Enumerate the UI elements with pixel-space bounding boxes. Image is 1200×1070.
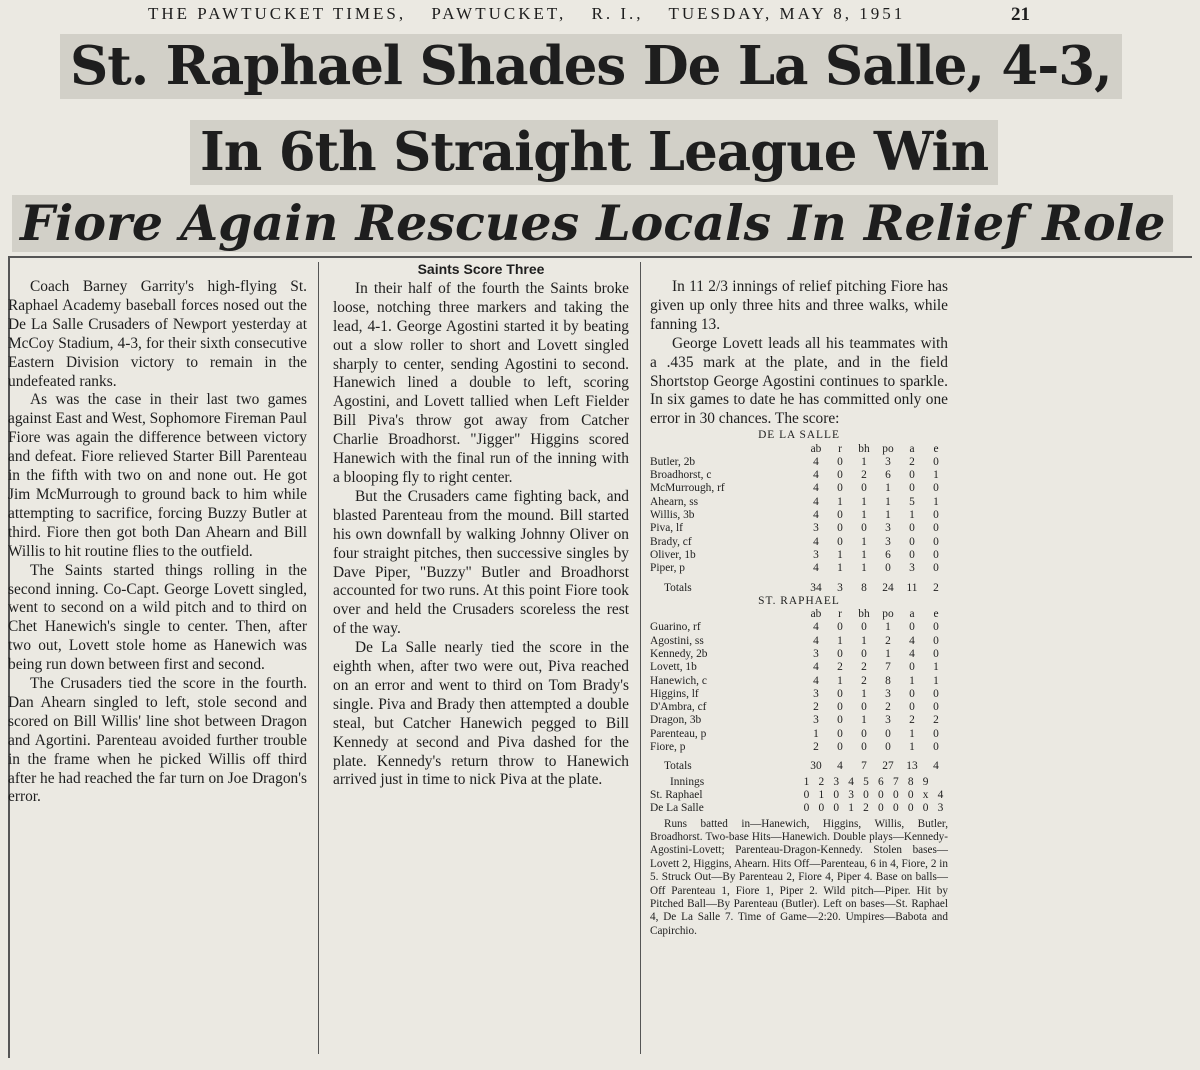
masthead	[148, 4, 1048, 28]
stat-cell: 0	[909, 621, 915, 634]
stat-cell: 0	[861, 482, 867, 495]
table-row	[650, 562, 948, 575]
stat-cell: 0	[933, 562, 939, 575]
stat-cell: 2	[861, 674, 867, 687]
stat-cell: 0	[933, 535, 939, 548]
stat-cell: 1	[933, 661, 939, 674]
totals-cell: 34	[810, 581, 822, 594]
inning-runs: 0	[833, 788, 840, 801]
column-header: r	[838, 442, 842, 455]
column-header: r	[838, 608, 842, 621]
paragraph: Coach Barney Garrity's high-flying St. Raphael Academy baseball forces nosed out the De La Salle Crusaders of Newport yesterday at McCoy Stadium, 4-3, for their sixth consecutive Eastern Division victory to remain in the undefeated ranks.	[8, 278, 307, 390]
stat-cell: 0	[837, 522, 843, 535]
team-header-row	[650, 595, 948, 608]
stat-cell: 1	[813, 727, 819, 740]
stat-cell: 4	[813, 482, 819, 495]
stat-cell: 1	[837, 548, 843, 561]
inning-runs: 0	[922, 802, 929, 815]
table-row	[650, 675, 948, 688]
stat-cell: 1	[885, 495, 891, 508]
stat-cell: 4	[909, 634, 915, 647]
paragraph: In their half of the fourth the Saints broke loose, notching three markers and taking the lead, 4-1. George Agostini started it by beating out a slow roller to short and Lovett singled sharply to center, sending Agostini to second. Hanewich lined a double to left, scoring Agostini, and Lovett tallied when Left Fielder Bill Piva's throw got away from Catcher Charlie Broadhorst. "Jigger" Higgins scored Hanewich with the final run of the inning with a blooping fly to right center.	[333, 279, 629, 486]
column-header: a	[909, 608, 915, 621]
line-score-row	[650, 789, 948, 802]
player-name: Hanewich, c	[650, 674, 707, 687]
stat-cell: 0	[861, 648, 867, 660]
spacer-cell	[933, 776, 948, 789]
table-row	[650, 469, 948, 482]
stat-cell: 0	[933, 727, 939, 740]
stat-cell: 2	[813, 741, 819, 754]
stat-cell: 4	[813, 495, 819, 508]
line-score-row	[650, 802, 948, 815]
player-name: Guarino, rf	[650, 621, 701, 634]
player-name: Higgins, lf	[650, 687, 699, 700]
stat-cell: 2	[885, 634, 891, 647]
column-header: e	[933, 608, 939, 621]
column-header: po	[882, 442, 894, 455]
stat-cell: 3	[909, 562, 915, 575]
table-row	[650, 648, 948, 661]
player-name: Lovett, 1b	[650, 661, 697, 674]
stat-cell: 1	[861, 548, 867, 561]
inning-runs: 0	[892, 802, 899, 815]
inning-number: 7	[892, 775, 899, 788]
player-name: Ahearn, ss	[650, 495, 699, 508]
totals-cell: 27	[882, 760, 894, 773]
team-header-row	[650, 429, 948, 442]
stat-cell: 3	[885, 535, 891, 548]
line-score-total: 4	[937, 788, 944, 801]
table-row	[650, 482, 948, 495]
stat-cell: 2	[909, 455, 915, 468]
inning-runs: 3	[848, 788, 854, 801]
stat-cell: 0	[933, 687, 939, 700]
masthead-page-number: 21	[1011, 4, 1030, 25]
stat-cell: 1	[909, 727, 915, 740]
inning-runs: x	[922, 788, 929, 801]
table-row	[650, 509, 948, 522]
inning-runs: 0	[907, 802, 914, 815]
table-row	[650, 496, 948, 509]
stat-cell: 0	[909, 469, 915, 482]
stat-cell: 0	[933, 482, 939, 495]
totals-cell: 4	[933, 760, 939, 773]
column-header: ab	[810, 442, 822, 455]
stat-cell: 3	[885, 687, 891, 700]
inning-number: 4	[848, 775, 854, 788]
stat-cell: 0	[885, 741, 891, 754]
game-summary	[650, 818, 948, 939]
paragraph: The Crusaders tied the score in the fourth. Dan Ahearn singled to left, stole second and scored on Bill Willis' line shot between Dragon and Agortini. Parenteau avoided further trouble in the frame when he picked Willis off third after he had reached the far turn on Joe Dragon's error.	[8, 675, 307, 806]
stat-cell: 1	[933, 469, 939, 482]
totals-cell: 11	[906, 581, 918, 594]
stat-cell: 1	[861, 562, 867, 575]
stat-cell: 1	[837, 674, 843, 687]
headline-line-2: In 6th Straight League Win	[190, 120, 998, 185]
column-1	[8, 278, 307, 807]
stat-cell: 0	[933, 634, 939, 647]
totals-row	[650, 576, 948, 595]
stat-cell: 4	[813, 621, 819, 634]
inning-runs: 0	[892, 788, 899, 801]
player-name: Agostini, ss	[650, 634, 704, 647]
stat-cell: 0	[861, 727, 867, 740]
inning-number: 1	[803, 775, 810, 788]
stat-cell: 0	[909, 522, 915, 535]
stat-cell: 1	[861, 455, 867, 468]
inning-number: 3	[833, 775, 840, 788]
stat-cell: 2	[861, 469, 867, 482]
stat-cell: 1	[885, 621, 891, 634]
stat-cell: 0	[909, 482, 915, 495]
innings-header-row	[650, 776, 948, 789]
stat-cell: 0	[861, 522, 867, 535]
stat-cell: 2	[909, 714, 915, 727]
stat-cell: 0	[837, 509, 843, 522]
table-row	[650, 741, 948, 754]
subhead: Saints Score Three	[417, 261, 545, 277]
stat-cell: 7	[885, 661, 891, 674]
stat-cell: 1	[909, 674, 915, 687]
stat-cell: 0	[837, 535, 843, 548]
inning-runs: 0	[818, 802, 825, 815]
line-score-total: 3	[937, 802, 944, 815]
table-row	[650, 621, 948, 634]
inning-runs: 2	[863, 802, 869, 815]
inning-runs: 0	[878, 788, 884, 801]
team-name: ST. RAPHAEL	[758, 594, 840, 607]
totals-row	[650, 754, 948, 773]
stat-cell: 0	[933, 701, 939, 714]
stat-cell: 4	[813, 562, 819, 575]
stat-cell: 0	[837, 482, 843, 495]
stat-cell: 6	[885, 469, 891, 482]
stat-cell: 0	[909, 548, 915, 561]
stat-cell: 1	[885, 482, 891, 495]
stat-cell: 0	[909, 535, 915, 548]
stat-cell: 3	[813, 648, 819, 660]
stat-cell: 2	[861, 661, 867, 674]
paragraph: De La Salle nearly tied the score in the eighth when, after two were out, Piva reached on an error and went to third on Tom Brady's single. Piva and Brady then attempted a double steal, but Catcher Hanewich pegged to Bill Kennedy at second and Piva dashed for the plate. Kennedy's return throw to Hanewich arrived just in time to nick Piva at the plate.	[333, 639, 629, 789]
column-header-row	[650, 608, 948, 621]
line-score-table	[650, 776, 948, 816]
inning-runs: 0	[863, 788, 869, 801]
column-header-row	[650, 443, 948, 456]
player-name: Piva, lf	[650, 522, 683, 535]
spacer-cell	[650, 443, 804, 456]
stat-cell: 0	[933, 548, 939, 561]
stat-cell: 1	[837, 634, 843, 647]
paragraph: In 11 2/3 innings of relief pitching Fiore has given up only three hits and three walks, while fanning 13.	[650, 278, 948, 333]
table-row	[650, 728, 948, 741]
stat-cell: 1	[861, 495, 867, 508]
inning-number: 2	[818, 775, 825, 788]
totals-cell: 8	[861, 581, 867, 594]
column-header: po	[882, 608, 894, 621]
stat-cell: 0	[837, 701, 843, 714]
stat-cell: 8	[885, 674, 891, 687]
inning-number: 5	[863, 775, 869, 788]
team-name: DE LA SALLE	[758, 429, 840, 442]
player-name: Oliver, 1b	[650, 548, 696, 561]
stat-cell: 2	[813, 701, 819, 714]
stat-cell: 0	[837, 741, 843, 754]
inning-number: 9	[922, 775, 929, 788]
stat-cell: 1	[837, 562, 843, 575]
stat-cell: 1	[861, 687, 867, 700]
stat-cell: 2	[885, 701, 891, 714]
stat-cell: 3	[885, 714, 891, 727]
table-row	[650, 688, 948, 701]
stat-cell: 1	[933, 674, 939, 687]
stat-cell: 4	[813, 535, 819, 548]
stat-cell: 0	[861, 621, 867, 634]
paragraph: The Saints started things rolling in the second inning. Co-Capt. George Lovett singled, went to second on a wild pitch and to third on Chet Hanewich's single to center. Then, after two out, Lovett stole home as Hanewich was being run down between first and second.	[8, 561, 307, 674]
inning-runs: 0	[907, 788, 914, 801]
table-row	[650, 701, 948, 714]
stat-cell: 1	[909, 509, 915, 522]
stat-cell: 0	[861, 701, 867, 714]
stat-cell: 0	[933, 621, 939, 634]
stat-cell: 0	[885, 727, 891, 740]
line-score-team: St. Raphael	[650, 788, 703, 801]
inning-runs: 0	[803, 802, 810, 815]
player-name: McMurrough, rf	[650, 482, 725, 495]
stat-cell: 3	[885, 455, 891, 468]
stat-cell: 0	[837, 469, 843, 482]
box-score-table	[650, 429, 948, 773]
stat-cell: 0	[909, 687, 915, 700]
stat-cell: 5	[909, 495, 915, 508]
stat-cell: 1	[837, 495, 843, 508]
stat-cell: 0	[933, 509, 939, 522]
table-row	[650, 536, 948, 549]
masthead-paper: THE PAWTUCKET TIMES,	[148, 4, 407, 23]
table-row	[650, 522, 948, 535]
inning-runs: 0	[803, 788, 810, 801]
inning-runs: 1	[818, 788, 825, 801]
player-name: Fiore, p	[650, 741, 686, 754]
column-rule-1	[318, 262, 319, 1054]
stat-cell: 6	[885, 548, 891, 561]
inning-runs: 0	[878, 802, 884, 815]
stat-cell: 4	[813, 469, 819, 482]
stat-cell: 0	[909, 701, 915, 714]
stat-cell: 3	[885, 522, 891, 535]
column-header: bh	[858, 442, 870, 455]
totals-cell: 30	[810, 760, 822, 773]
player-name: Parenteau, p	[650, 727, 707, 740]
stat-cell: 1	[861, 509, 867, 522]
player-name: Piper, p	[650, 562, 685, 575]
stat-cell: 2	[933, 714, 939, 727]
paragraph: But the Crusaders came fighting back, and blasted Parenteau from the mound. Bill started his own downfall by walking Johnny Oliver on four straight pitches, then successive singles by Dave Piper, "Buzzy" Butler and Broadhorst accounted for two runs. At this point Fiore took over and held the Crusaders scoreless the rest of the way.	[333, 487, 629, 638]
stat-cell: 0	[933, 455, 939, 468]
table-row	[650, 456, 948, 469]
box-score	[650, 429, 948, 938]
stat-cell: 0	[861, 741, 867, 754]
summary-text: Runs batted in—Hanewich, Higgins, Willis, Butler, Broadhorst. Two-base Hits—Hanewich. Double plays—Kennedy-Agostini-Lovett; Parenteau-Dragon-Kennedy. Stolen bases—Lovett 2, Higgins, Ahearn. Hits Off—Parenteau, 6 in 4, Fiore, 2 in 5. Struck Out—By Parenteau 2, Fiore 4, Piper 4. Base on balls—Off Parenteau 1, Fiore 1, Piper 2. Wild pitch—Piper. Hit by Pitched Ball—By Parenteau (Butler). Left on bases—St. Raphael 4, De La Salle 7. Time of Game—2:20. Umpires—Babota and Capirchio.	[650, 817, 948, 937]
totals-cell: 3	[837, 581, 843, 594]
table-row	[650, 549, 948, 562]
stat-cell: 4	[813, 634, 819, 647]
stat-cell: 3	[813, 687, 819, 700]
stat-cell: 2	[837, 661, 843, 674]
inning-number: 6	[878, 775, 884, 788]
stat-cell: 0	[837, 455, 843, 468]
table-row	[650, 714, 948, 727]
stat-cell: 0	[837, 648, 843, 660]
stat-cell: 1	[909, 741, 915, 754]
stat-cell: 0	[837, 714, 843, 727]
column-rule-2	[640, 262, 641, 1054]
totals-cell: 4	[837, 760, 843, 773]
stat-cell: 0	[933, 522, 939, 535]
inning-runs: 1	[848, 802, 854, 815]
stat-cell: 0	[837, 687, 843, 700]
stat-cell: 0	[933, 741, 939, 754]
inning-runs: 0	[833, 802, 840, 815]
line-score-team: De La Salle	[650, 802, 704, 815]
stat-cell: 1	[885, 509, 891, 522]
headline-line-1: St. Raphael Shades De La Salle, 4-3,	[60, 34, 1122, 99]
paragraph: George Lovett leads all his teammates with a .435 mark at the plate, and in the field Shortstop George Agostini continues to sparkle. In six games to date he has committed only one error in 30 chances. The score:	[650, 334, 948, 428]
stat-cell: 3	[813, 522, 819, 535]
stat-cell: 0	[909, 661, 915, 674]
stat-cell: 4	[813, 661, 819, 674]
totals-cell: 13	[906, 760, 918, 773]
totals-label: Totals	[664, 760, 692, 773]
stat-cell: 4	[813, 455, 819, 468]
player-name: Broadhorst, c	[650, 469, 712, 482]
column-header: bh	[858, 608, 870, 621]
totals-label: Totals	[664, 581, 692, 594]
stat-cell: 1	[933, 495, 939, 508]
stat-cell: 4	[813, 674, 819, 687]
spacer-cell	[650, 608, 804, 621]
column-rule-top	[8, 256, 1192, 258]
masthead-state: R. I.,	[591, 4, 644, 23]
totals-cell: 24	[882, 581, 894, 594]
stat-cell: 0	[837, 727, 843, 740]
paragraph: As was the case in their last two games against East and West, Sophomore Fireman Paul Fiore was again the difference between victory and defeat. Fiore relieved Starter Bill Parenteau in the fifth with two on and none out. He got Jim McMurrough to ground back to him while attempting to sacrifice, forcing Buzzy Butler at third. Fiore then got both Dan Ahearn and Bill Willis to hit routine flies to the outfield.	[8, 391, 307, 560]
column-header: ab	[810, 608, 822, 621]
inning-number: 8	[907, 775, 914, 788]
player-name: Dragon, 3b	[650, 714, 702, 727]
player-name: Kennedy, 2b	[650, 648, 708, 660]
player-name: Butler, 2b	[650, 455, 696, 468]
masthead-date: TUESDAY, MAY 8, 1951	[668, 4, 906, 23]
column-header: a	[909, 442, 915, 455]
player-name: Brady, cf	[650, 535, 692, 548]
stat-cell: 4	[909, 648, 915, 660]
totals-cell: 2	[933, 581, 939, 594]
stat-cell: 1	[861, 634, 867, 647]
totals-cell: 7	[861, 760, 867, 773]
headline-deck: Fiore Again Rescues Locals In Relief Role	[12, 195, 1173, 252]
stat-cell: 1	[861, 535, 867, 548]
player-name: Willis, 3b	[650, 509, 695, 522]
column-2	[333, 260, 629, 790]
stat-cell: 3	[813, 548, 819, 561]
masthead-city: PAWTUCKET,	[431, 4, 567, 23]
stat-cell: 0	[885, 562, 891, 575]
stat-cell: 3	[813, 714, 819, 727]
stat-cell: 0	[933, 648, 939, 660]
player-name: D'Ambra, cf	[650, 701, 707, 714]
column-3	[650, 278, 948, 938]
table-row	[650, 635, 948, 648]
stat-cell: 0	[837, 621, 843, 634]
innings-label: Innings	[670, 775, 705, 788]
stat-cell: 1	[885, 648, 891, 660]
stat-cell: 4	[813, 509, 819, 522]
table-row	[650, 661, 948, 674]
column-header: e	[933, 442, 939, 455]
stat-cell: 1	[861, 714, 867, 727]
